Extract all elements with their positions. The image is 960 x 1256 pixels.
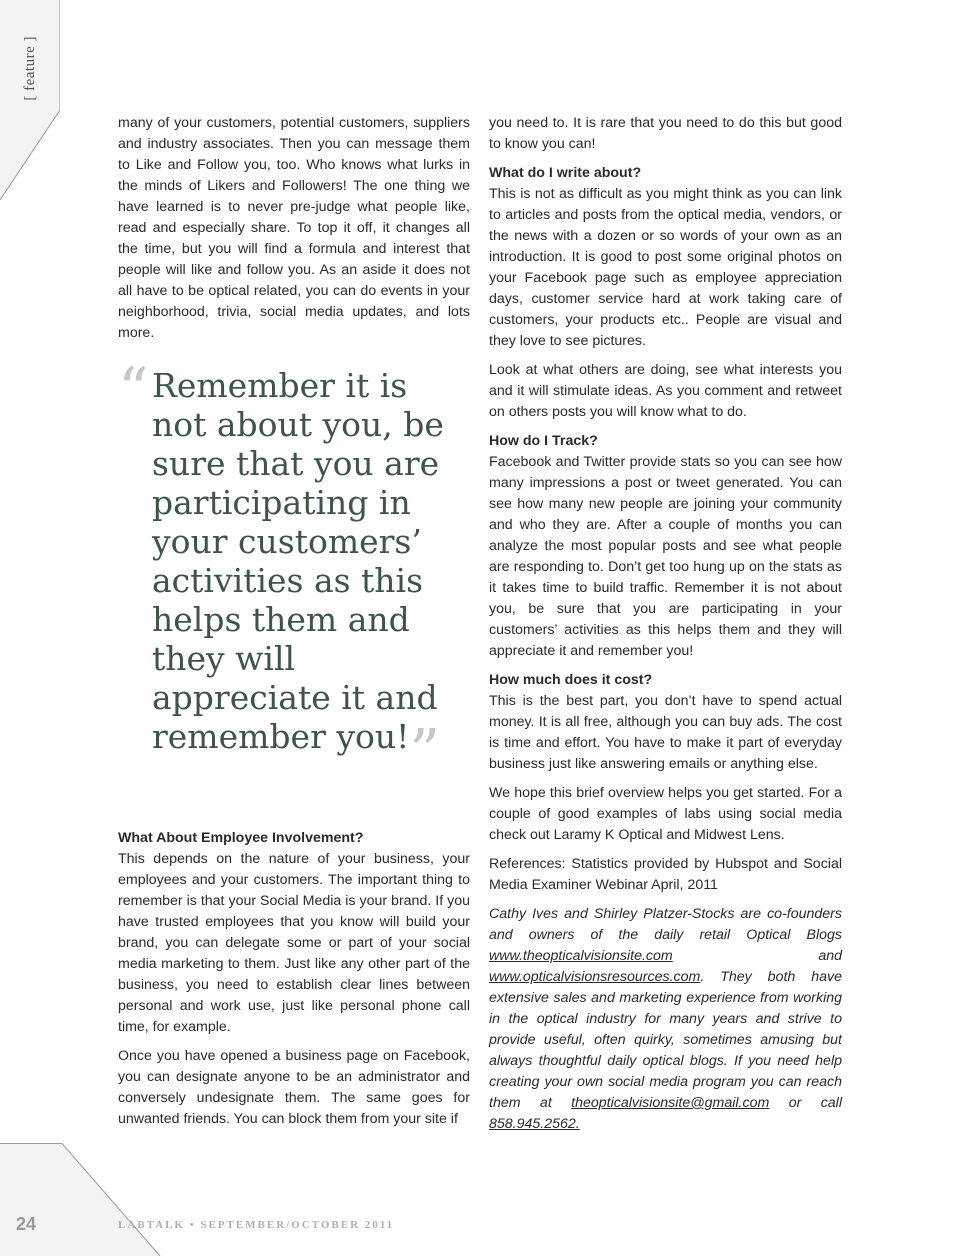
open-quote-mark: “	[118, 355, 149, 425]
body-paragraph: Once you have opened a business page on Facebook, you can designate anyone to be an administrator and conversely undesignate them. The same goes for unwanted friends. You can block them from your site if	[118, 1048, 470, 1127]
pull-quote	[118, 355, 463, 787]
bio-text: . They both have extensive sales and marketing experience from working in the optical industry for many years and strive to provide useful, often quirky, sometimes amusing but always thoughtful daily optical blogs. If you need help creating your own social media program you can reach them at	[489, 969, 842, 1111]
left-column-top	[118, 113, 470, 352]
body-paragraph: This depends on the nature of your business, your employees and your customers. The important thing to remember is that your Social Media is your brand. If you have trusted employees that you know will build your brand, you can delegate some or part of your social media marketing to them. Just like any other part of the business, you need to establish clear lines between personal and work use, just like personal phone call time, for example.	[118, 851, 470, 1035]
website-link-1[interactable]: www.theopticalvisionsite.com	[489, 948, 673, 964]
section-heading: What do I write about?	[489, 165, 642, 181]
author-bio	[489, 904, 842, 1135]
section-label: [ feature ]	[22, 36, 38, 101]
pull-quote-text	[118, 366, 463, 787]
body-paragraph: This is not as difficult as you might think as you can link to articles and posts from the optical media, vendors, or the news with a dozen or so words of your own as an introduction. It is good to post some original photos on your Facebook page such as employee appreciation days, customer service hard at work taking care of customers, your products etc.. People are visual and they love to see pictures.	[489, 186, 842, 349]
bio-text: or call	[769, 1095, 842, 1111]
right-column	[489, 113, 842, 1143]
body-paragraph: Look at what others are doing, see what interests you and it will stimulate ideas. As you comment and retweet on others posts you will know what to do.	[489, 362, 842, 420]
left-column-bottom	[118, 824, 470, 1138]
phone-link[interactable]: 858.945.2562.	[489, 1116, 580, 1132]
body-paragraph: Facebook and Twitter provide stats so you can see how many impressions a post or tweet generated. You can see how many new people are joining your community and who they are. After a couple of months you can analyze the most popular posts and see what people are responding to. Don’t get too hung up on the stats as it takes time to build traffic. Remember it is not about you, be sure that you are participating in your customers’ activities as this helps them and they will appreciate it and remember you!	[489, 454, 842, 659]
body-paragraph: many of your customers, potential customers, suppliers and industry associates. Then you can message them to Like and Follow you, too. Who knows what lurks in the minds of Likers and Followers! The one thing we have learned is to never pre-judge what people like, read and especially share. To top it off, it changes all the time, but you will find a formula and interest that people will like and follow you. As an aside it does not all have to be optical related, you can do events in your neighborhood, trivia, social media updates, and lots more.	[118, 115, 470, 341]
bio-text: Cathy Ives and Shirley Platzer-Stocks are co-founders and owners of the daily retail Optical Blogs	[489, 906, 842, 943]
body-paragraph: This is the best part, you don’t have to spend actual money. It is all free, although you can buy ads. The cost is time and effort. You have to make it part of everyday business just like answering emails or anything else.	[489, 693, 842, 772]
bio-text: and	[672, 948, 842, 964]
publication-footer: LABTALK • SEPTEMBER/OCTOBER 2011	[118, 1219, 395, 1231]
section-heading: How much does it cost?	[489, 672, 653, 688]
website-link-2[interactable]: www.opticalvisionsresources.com	[489, 969, 701, 985]
body-paragraph: We hope this brief overview helps you get started. For a couple of good examples of labs using social media check out Laramy K Optical and Midwest Lens.	[489, 785, 842, 843]
close-quote-mark: ”	[409, 717, 441, 787]
references-paragraph: References: Statistics provided by Hubspot and Social Media Examiner Webinar April, 2011	[489, 856, 842, 893]
footer-band-outline	[0, 1143, 960, 1256]
email-link[interactable]: theopticalvisionsite@gmail.com	[571, 1095, 770, 1111]
section-heading: How do I Track?	[489, 433, 598, 449]
page-number: 24	[16, 1214, 37, 1234]
pull-quote-body: Remember it is not about you, be sure that you are participating in your customers’ activities as this helps them and they will appreciate it and remember you!	[152, 366, 444, 756]
section-heading: What About Employee Involvement?	[118, 830, 364, 846]
body-paragraph: you need to. It is rare that you need to do this but good to know you can!	[489, 115, 842, 152]
